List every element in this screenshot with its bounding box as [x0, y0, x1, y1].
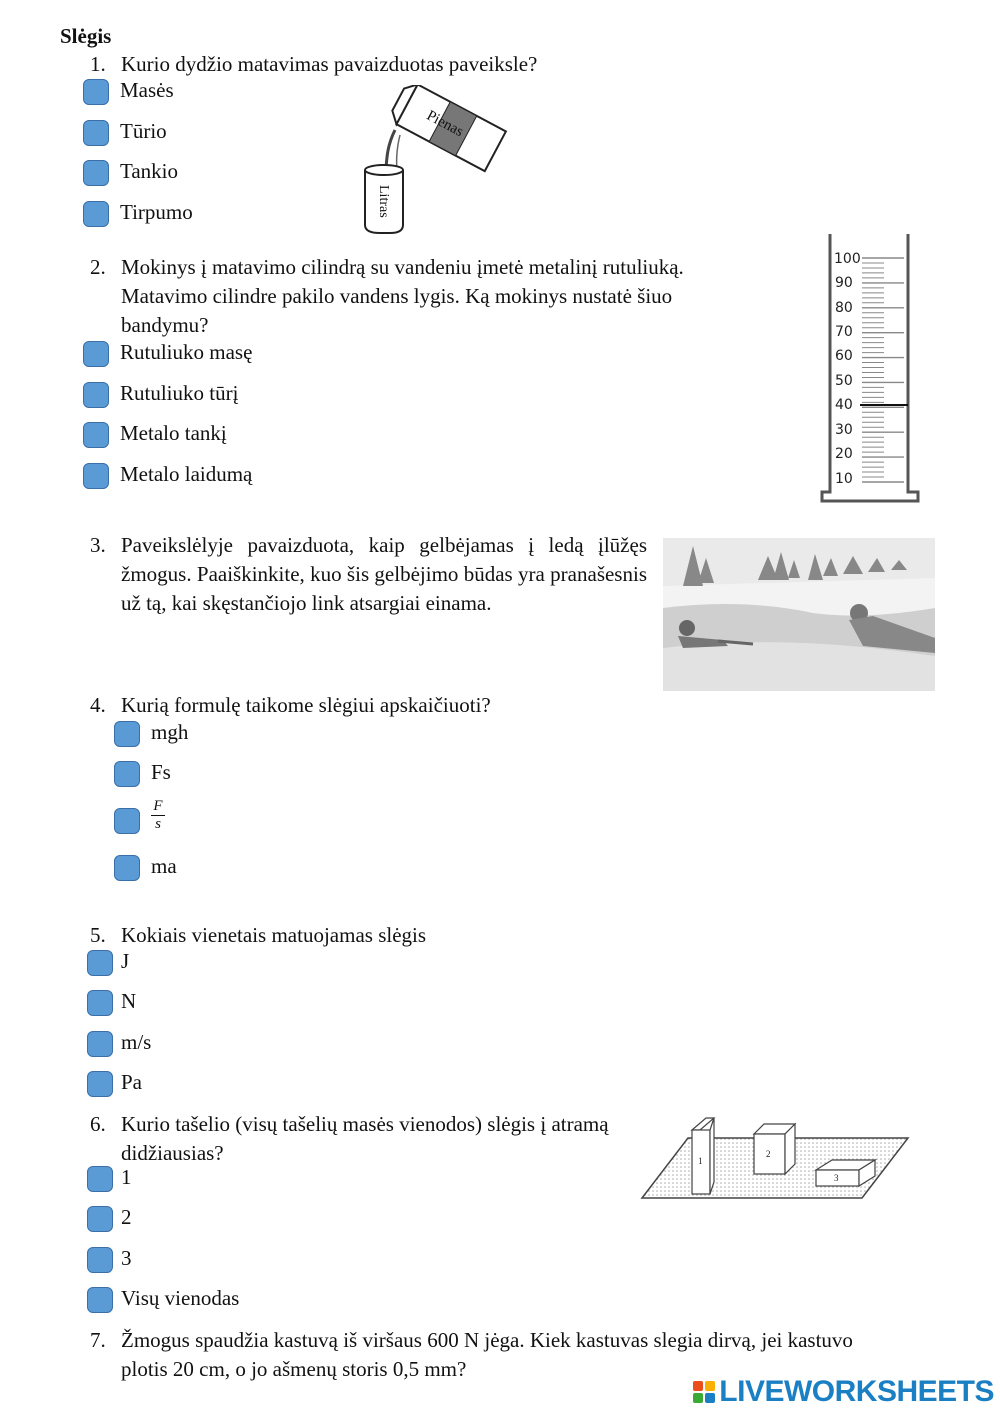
question-text: Mokinys į matavimo cilindrą su vandeniu įmetė metalinį rutuliuką. Matavimo cilindre pakilo vandens lygis. Ką mokinys nustatė šiuo bandymu?: [121, 255, 684, 337]
question-number: 3.: [90, 533, 106, 557]
option-label: Tirpumo: [120, 200, 193, 224]
answer-checkbox[interactable]: [87, 990, 113, 1016]
question-3: [90, 531, 647, 618]
question-number: 1.: [90, 52, 106, 76]
ice-rescue-figure: [663, 538, 935, 691]
option-label: Tankio: [120, 159, 179, 183]
scale-label: 70: [835, 324, 853, 340]
option-label: 2: [121, 1205, 132, 1229]
option-label: Tūrio: [120, 119, 167, 143]
answer-checkbox[interactable]: [83, 422, 109, 448]
liveworksheets-logo: [693, 1375, 994, 1409]
scale-label: 10: [835, 471, 853, 487]
question-text: Kurią formulę taikome slėgiui apskaičiuoti?: [121, 693, 491, 717]
option-label: Pa: [121, 1070, 142, 1094]
question-text: Kurio tašelio (visų tašelių masės vienodos) slėgis į atramą didžiausias?: [121, 1112, 609, 1165]
scale-label: 30: [835, 422, 853, 438]
fraction-formula: [151, 798, 165, 833]
option-label: ma: [151, 854, 177, 878]
answer-checkbox[interactable]: [83, 79, 109, 105]
answer-checkbox[interactable]: [83, 463, 109, 489]
option-label: 1: [121, 1165, 132, 1189]
carton-label: Pienas: [423, 107, 466, 141]
answer-checkbox[interactable]: [87, 1031, 113, 1057]
logo-icon: [693, 1377, 715, 1399]
answer-checkbox[interactable]: [114, 808, 140, 834]
option-label: Fs: [151, 760, 171, 784]
question-6: [90, 1110, 610, 1168]
fraction-denominator: s: [151, 815, 165, 833]
option-label: Rutuliuko masę: [120, 340, 253, 364]
question-4: [90, 691, 650, 720]
brand-name: LIVEWORKSHEETS: [719, 1375, 994, 1408]
graduated-cylinder-figure: [818, 230, 923, 505]
answer-checkbox[interactable]: [114, 761, 140, 787]
answer-checkbox[interactable]: [87, 950, 113, 976]
worksheet-title: Slėgis: [60, 24, 112, 48]
answer-checkbox[interactable]: [114, 855, 140, 881]
option-label: Metalo tankį: [120, 421, 227, 445]
block-label: 2: [766, 1149, 771, 1159]
blocks-figure: [640, 1110, 912, 1205]
answer-checkbox[interactable]: [83, 201, 109, 227]
glass-label: Litras: [376, 185, 391, 218]
option-label: N: [121, 989, 137, 1013]
question-text: Kurio dydžio matavimas pavaizduotas paveiksle?: [121, 52, 538, 76]
answer-checkbox[interactable]: [83, 382, 109, 408]
option-label: Rutuliuko tūrį: [120, 381, 239, 405]
question-number: 2.: [90, 255, 106, 279]
option-label: J: [121, 949, 130, 973]
question-text: Paveikslėlyje pavaizduota, kaip gelbėjamas į ledą įlūžęs žmogus. Paaiškinkite, kuo šis gelbėjimo būdas yra pranašesnis už tą, kai skęstančiojo link atsargiai einama.: [121, 533, 647, 615]
scale-label: 100: [834, 251, 861, 267]
scale-label: 80: [835, 300, 853, 316]
scale-label: 60: [835, 348, 853, 364]
answer-checkbox[interactable]: [83, 120, 109, 146]
option-label: 3: [121, 1246, 132, 1270]
answer-checkbox[interactable]: [87, 1247, 113, 1273]
question-text: Žmogus spaudžia kastuvą iš viršaus 600 N jėga. Kiek kastuvas slegia dirvą, jei kastuvo plotis 20 cm, o jo ašmenų storis 0,5 mm?: [121, 1328, 853, 1381]
question-5: [90, 921, 650, 950]
answer-checkbox[interactable]: [87, 1071, 113, 1097]
block-label: 1: [698, 1156, 703, 1166]
question-1: [90, 50, 650, 79]
question-number: 5.: [90, 923, 106, 947]
question-number: 7.: [90, 1328, 106, 1352]
block-label: 3: [834, 1173, 839, 1183]
question-text: Kokiais vienetais matuojamas slėgis: [121, 923, 427, 947]
answer-checkbox[interactable]: [87, 1206, 113, 1232]
scale-label: 50: [835, 373, 853, 389]
option-label: m/s: [121, 1030, 152, 1054]
option-label: Masės: [120, 78, 174, 102]
scale-label: 90: [835, 275, 853, 291]
fraction-numerator: F: [153, 798, 163, 814]
scale-label: 40: [835, 397, 853, 413]
question-number: 4.: [90, 693, 106, 717]
question-number: 6.: [90, 1112, 106, 1136]
scale-label: 20: [835, 446, 853, 462]
answer-checkbox[interactable]: [87, 1166, 113, 1192]
option-label: Metalo laidumą: [120, 462, 253, 486]
option-label: mgh: [151, 720, 189, 744]
milk-pouring-figure: [355, 85, 515, 235]
answer-checkbox[interactable]: [83, 341, 109, 367]
answer-checkbox[interactable]: [83, 160, 109, 186]
answer-checkbox[interactable]: [114, 721, 140, 747]
option-label: Visų vienodas: [121, 1286, 240, 1310]
question-2: [90, 253, 760, 340]
answer-checkbox[interactable]: [87, 1287, 113, 1313]
